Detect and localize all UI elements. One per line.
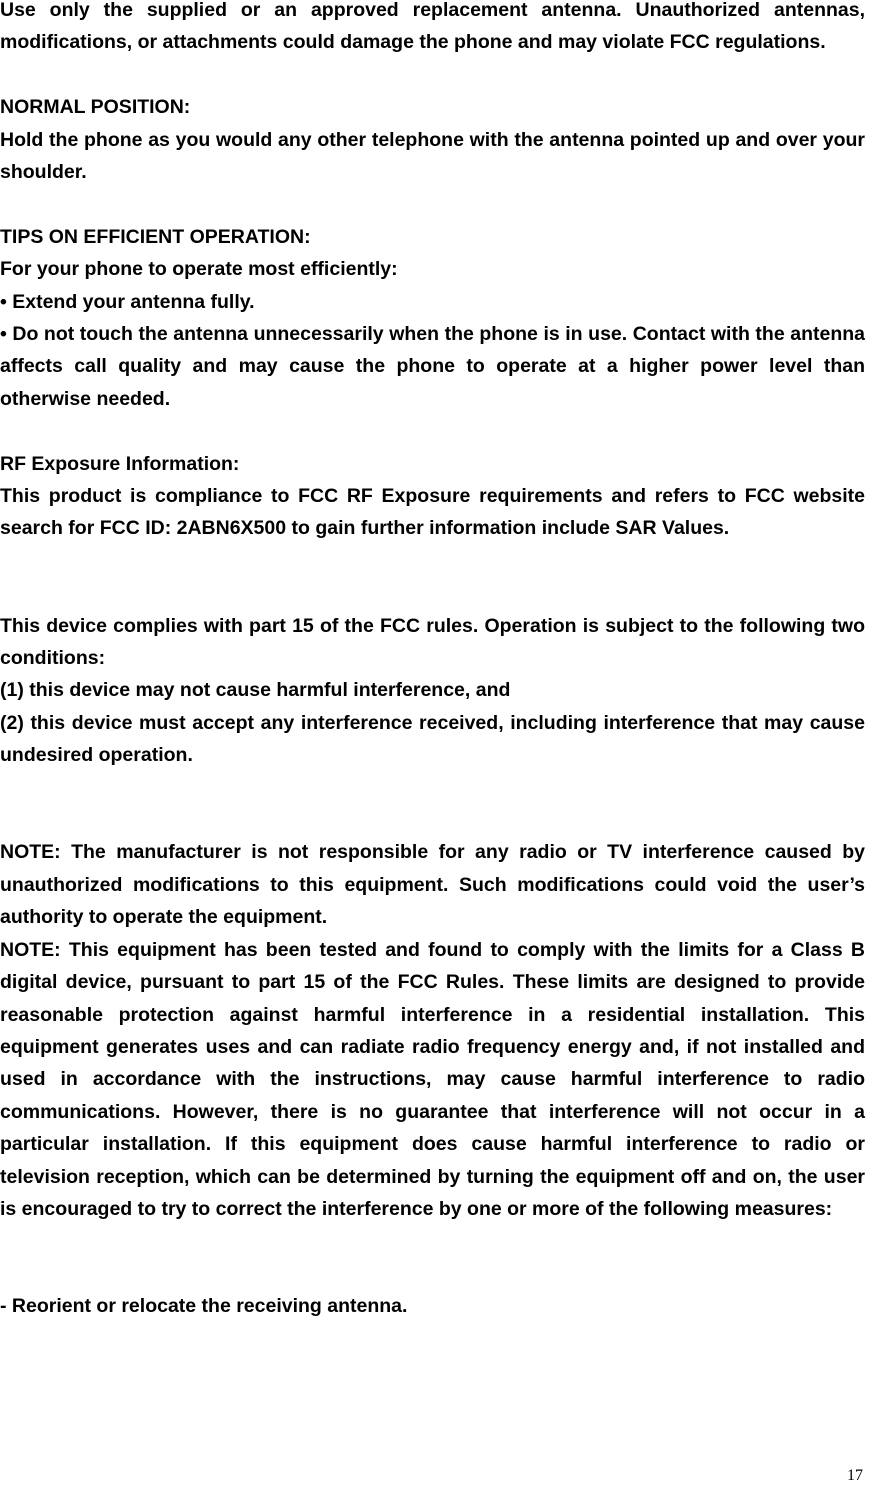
fcc-part15-statement: This device complies with part 15 of the FCC rules. Operation is subject to the following two conditions: [0,614,865,670]
tips-heading: TIPS ON EFFICIENT OPERATION: [0,225,311,248]
tips-item-2: • Do not touch the antenna unnecessarily when the phone is in use. Contact with the antenna affects call quality and may cause the phone to operate at a higher power level than otherwise needed. [0,323,865,410]
measure-1: - Reorient or relocate the receiving antenna. [0,1295,408,1318]
note-manufacturer: NOTE: The manufacturer is not responsible for any radio or TV interference caused by unauthorized modifications to this equipment. Such modifications could void the user’s authority to operate the equipment. [0,841,865,929]
tips-item-1: • Extend your antenna fully. [0,290,255,313]
spacer [0,1225,865,1290]
spacer [0,545,865,610]
antenna-warning: Use only the supplied or an approved replacement antenna. Unauthorized antennas, modifications, or attachments could damage the phone and may violate FCC regulations. [0,0,865,54]
rf-exposure-heading: RF Exposure Information: [0,452,240,475]
tips-intro: For your phone to operate most efficiently: [0,258,398,281]
normal-position-text: Hold the phone as you would any other telephone with the antenna pointed up and over your shoulder. [0,128,865,184]
spacer [0,415,865,447]
rf-exposure-text: This product is compliance to FCC RF Exposure requirements and refers to FCC website search for FCC ID: 2ABN6X500 to gain further information include SAR Values. [0,485,865,540]
condition-2: (2) this device must accept any interference received, including interference that may cause undesired operation. [0,711,865,767]
spacer [0,772,865,837]
condition-1: (1) this device may not cause harmful interference, and [0,679,511,702]
normal-position-heading: NORMAL POSITION: [0,96,191,119]
page-number: 17 [847,1467,863,1484]
note-class-b: NOTE: This equipment has been tested and found to comply with the limits for a Class B digital device, pursuant to part 15 of the FCC Rules. These limits are designed to provide reasonable protection against harmful interference in a residential installation. This equipment generates uses and can radiate radio frequency energy and, if not installed and used in accordance with the instructions, may cause harmful interference to radio communications. However, there is no guarantee that interference will not occur in a particular installation. If this equipment does cause harmful interference to radio or television reception, which can be determined by turning the equipment off and on, the user is encouraged to try to correct the interference by one or more of the following measures: [0,938,865,1220]
spacer [0,59,865,91]
spacer [0,188,865,220]
